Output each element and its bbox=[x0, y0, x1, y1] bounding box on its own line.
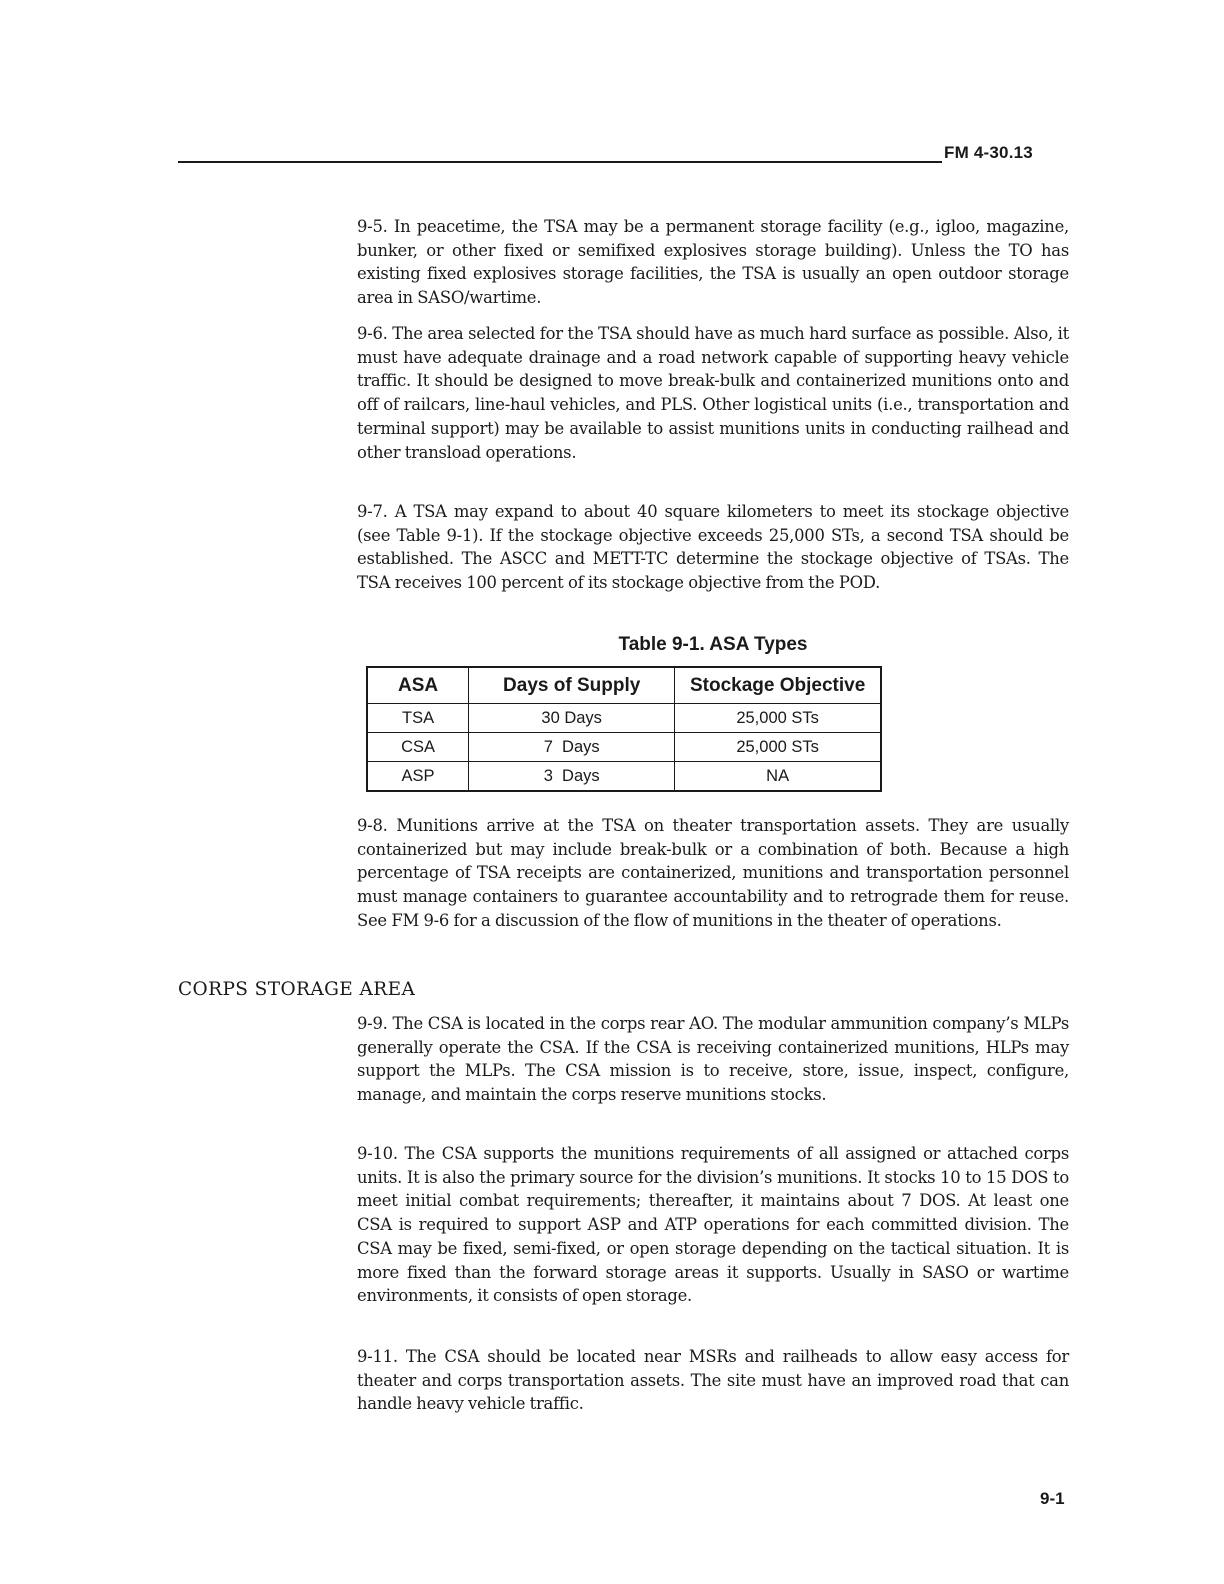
table-cell-asa: CSA bbox=[367, 733, 469, 762]
section-heading: CORPS STORAGE AREA bbox=[178, 979, 416, 1000]
table-cell-stockage: 25,000 STs bbox=[675, 733, 881, 762]
column-header-days-of-supply: Days of Supply bbox=[469, 667, 675, 704]
paragraph-9-10: 9-10. The CSA supports the munitions requirements of all assigned or attached corps units. It is also the primary source for the division’s munitions. It stocks 10 to 15 DOS to meet initial combat requirements; thereafter, it maintains about 7 DOS. At least one CSA is required to support ASP and ATP operations for each committed division. The CSA may be fixed, semi-fixed, or open storage depending on the tactical situation. It is more fixed than the forward storage areas it supports. Usually in SASO or wartime environments, it consists of open storage. bbox=[357, 1144, 1069, 1306]
asa-types-table bbox=[366, 666, 882, 792]
page-number: 9-1 bbox=[1040, 1489, 1065, 1508]
table-cell-days: 30 Days bbox=[469, 704, 675, 733]
table-cell-stockage: NA bbox=[675, 762, 881, 792]
column-header-stockage-objective: Stockage Objective bbox=[675, 667, 881, 704]
paragraph-9-11: 9-11. The CSA should be located near MSRs and railheads to allow easy access for theater and corps transportation assets. The site must have an improved road that can handle heavy vehicle traffic. bbox=[357, 1347, 1069, 1414]
table-row bbox=[367, 704, 881, 733]
paragraph-9-5: 9-5. In peacetime, the TSA may be a permanent storage facility (e.g., igloo, magazine, bunker, or other fixed or semifixed explosives storage building). Unless the TO has existing fixed explosives storage facilities, the TSA is usually an open outdoor storage area in SASO/wartime. bbox=[357, 217, 1069, 308]
column-header-asa: ASA bbox=[367, 667, 469, 704]
table-cell-days: 7 Days bbox=[469, 733, 675, 762]
table-row bbox=[367, 762, 881, 792]
table-cell-asa: TSA bbox=[367, 704, 469, 733]
table-caption: Table 9-1. ASA Types bbox=[618, 634, 808, 655]
table-cell-stockage: 25,000 STs bbox=[675, 704, 881, 733]
paragraph-9-8: 9-8. Munitions arrive at the TSA on theater transportation assets. They are usually containerized but may include break-bulk or a combination of both. Because a high percentage of TSA receipts are containerized, munitions and transportation personnel must manage containers to guarantee accountability and to retrograde them for reuse. See FM 9-6 for a discussion of the flow of munitions in the theater of operations. bbox=[357, 816, 1069, 930]
paragraph-9-6: 9-6. The area selected for the TSA should have as much hard surface as possible. Also, it must have adequate drainage and a road network capable of supporting heavy vehicle traffic. It should be designed to move break-bulk and containerized munitions onto and off of railcars, line-haul vehicles, and PLS. Other logistical units (i.e., transportation and terminal support) may be available to assist munitions units in conducting railhead and other transload operations. bbox=[357, 324, 1069, 462]
table-cell-asa: ASP bbox=[367, 762, 469, 792]
header-rule bbox=[178, 161, 942, 163]
document-id: FM 4-30.13 bbox=[944, 143, 1033, 162]
table-cell-days: 3 Days bbox=[469, 762, 675, 792]
paragraph-9-7: 9-7. A TSA may expand to about 40 square kilometers to meet its stockage objective (see Table 9-1). If the stockage objective exceeds 25,000 STs, a second TSA should be established. The ASCC and METT-TC determine the stockage objective of TSAs. The TSA receives 100 percent of its stockage objective from the POD. bbox=[357, 502, 1069, 593]
table-row bbox=[367, 733, 881, 762]
paragraph-9-9: 9-9. The CSA is located in the corps rear AO. The modular ammunition company’s MLPs generally operate the CSA. If the CSA is receiving containerized munitions, HLPs may support the MLPs. The CSA mission is to receive, store, issue, inspect, configure, manage, and maintain the corps reserve munitions stocks. bbox=[357, 1014, 1069, 1105]
table-header-row bbox=[367, 667, 881, 704]
